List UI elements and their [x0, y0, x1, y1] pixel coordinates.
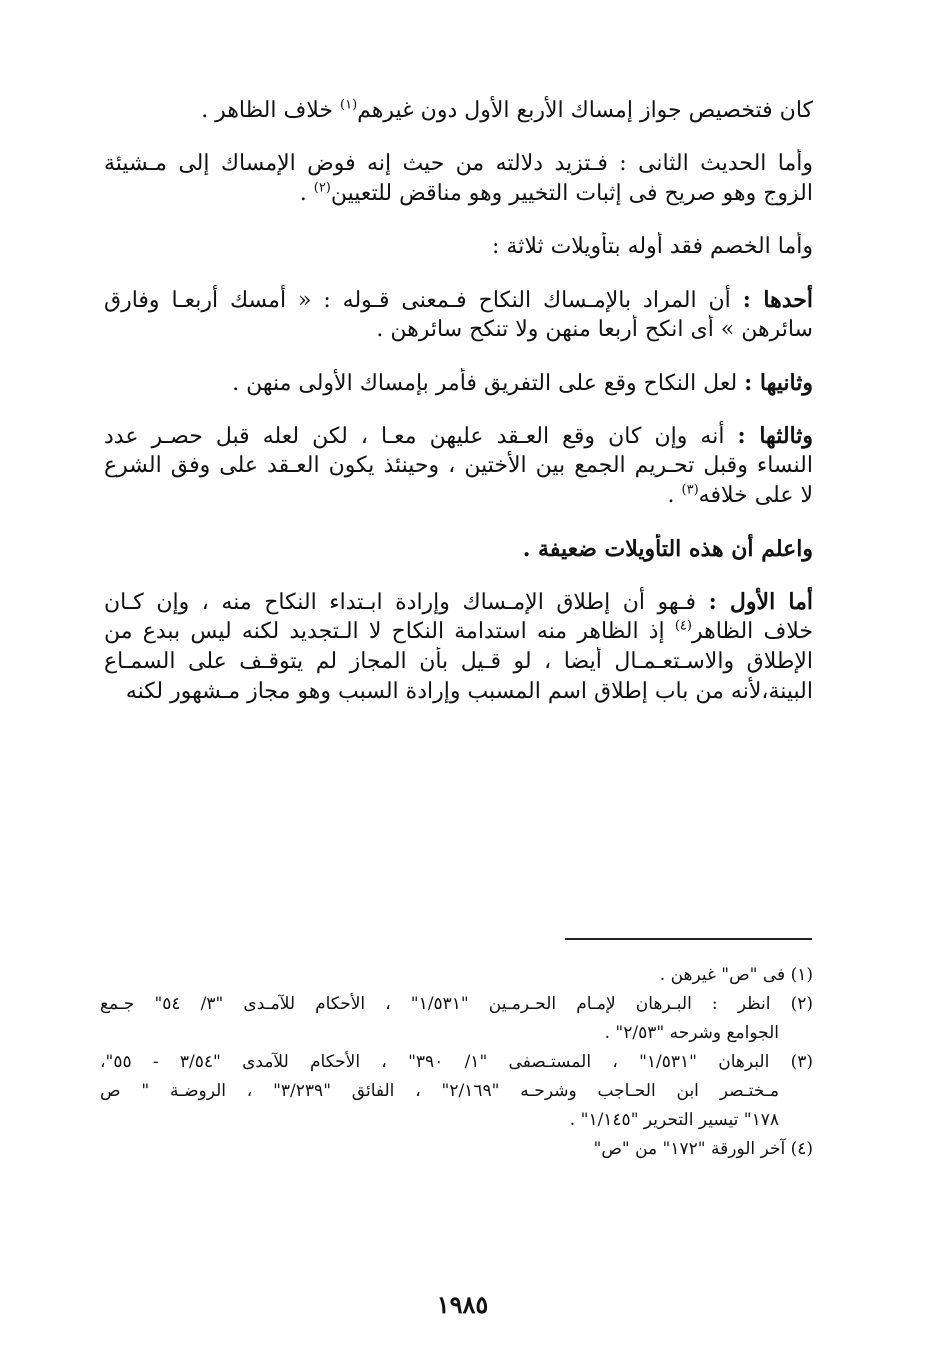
footnote-line: الجوامع وشرحه "٢/٥٣" .: [604, 1023, 779, 1043]
text-line: [104, 96, 813, 126]
text-run: أنه وإن كان وقع العـقد عليهن معـا ، لكن لعله قبل حصـر عدد: [104, 424, 738, 449]
text-line: [104, 368, 813, 398]
text-run: أن المراد بالإمـساك النكاح فـمعنى قـوله : « أمسك أربعـا وفارق: [104, 288, 743, 313]
text-line: [104, 232, 813, 262]
footnote-marker: (٤): [674, 618, 692, 634]
text-line: [104, 421, 813, 451]
footnote-marker: (٢): [313, 180, 331, 196]
page-number: ١٩٨٥: [436, 1290, 489, 1319]
footnote-line: ١٧٨" تيسير التحرير "١/١٤٥" .: [569, 1110, 779, 1130]
text-run: .: [299, 181, 314, 206]
text-line: [104, 481, 813, 511]
footnote-line: مـختـصر ابن الحـاجب وشرحـه "٢/١٦٩" ، الفائق "٣/٢٣٩" ، الروضـة " ص: [100, 1081, 779, 1101]
text-run: وأما الخصم فقد أوله بتأويلات ثلاثة :: [492, 234, 813, 259]
footnote-marker: (٣): [681, 482, 699, 498]
text-run: إذ الظاهر منه استدامة النكاح لا الـتجديد لكنه ليس ببدع من: [104, 619, 675, 644]
text-run: لعل النكاح وقع على التفريق فأمر بإمساك الأولى منهن .: [232, 371, 745, 396]
paragraph: [104, 285, 813, 345]
text-run: لا على خلافه: [698, 483, 813, 508]
text-line: [104, 587, 813, 617]
footnote-line: (٢) انظر : البـرهان لإمـام الحـرمـين "١/٥٣١" ، الأحكام للآمـدى "٣/ ٥٤" جـمع: [100, 994, 813, 1014]
footnote-marker: (١): [340, 97, 358, 113]
paragraph: [104, 587, 813, 707]
text-run: .: [667, 483, 682, 508]
text-run: الزوج وهو صريح فى إثبات التخيير وهو مناقض للتعيين: [330, 181, 813, 206]
text-line: [104, 534, 813, 564]
footnote-divider: [565, 938, 812, 940]
text-run: النساء وقبل تحـريم الجمع بين الأختين ، وحينئذ يكون العـقد على وفق الشرع: [104, 453, 813, 478]
footnote-line: (٣) البرهان "١/٥٣١" ، المستـصفى "١/ ٣٩٠" ، الأحكام للآمدى "٣/٥٤ - ٥٥"،: [100, 1052, 813, 1072]
text-line: [104, 315, 813, 345]
paragraph: [104, 368, 813, 398]
paragraph: [104, 96, 813, 126]
paragraph-lead: وثانيها :: [744, 370, 813, 396]
text-run: كان فتخصيص جواز إمساك الأربع الأول دون غيرهم: [357, 98, 813, 123]
text-line: [104, 677, 813, 707]
paragraph: [104, 421, 813, 511]
paragraph-lead: أحدها :: [742, 287, 813, 313]
paragraph-lead: أما الأول :: [708, 589, 813, 615]
text-line: [104, 451, 813, 481]
paragraph-lead: وثالثها :: [737, 423, 813, 449]
paragraph: [104, 534, 813, 564]
text-run: فـهو أن إطلاق الإمـساك وإرادة ابـتداء النكاح منه ، وإن كـان: [104, 590, 709, 615]
footnote-line: (٤) آخر الورقة "١٧٢" من "ص": [593, 1139, 813, 1159]
text-run: خلاف الظاهر .: [201, 98, 340, 123]
paragraph: [104, 149, 813, 209]
paragraph: [104, 232, 813, 262]
text-line: [104, 149, 813, 179]
footnotes: [100, 962, 813, 1165]
text-run: خلاف الظاهر: [691, 619, 813, 644]
main-text: [104, 96, 813, 730]
text-run: وأما الحديث الثانى : فـتزيد دلالته من حيث إنه فوض الإمساك إلى مـشيئة: [104, 151, 813, 176]
text-line: [104, 285, 813, 315]
text-line: [104, 617, 813, 647]
footnote-line: (١) فى "ص" غيرهن .: [659, 965, 813, 985]
text-run: الإطلاق والاسـتعـمـال أيضا ، لو قـيل بأن المجاز لم يتوقـف على السمـاع: [104, 649, 813, 674]
text-run: سائرهن » أى انكح أربعا منهن ولا تنكح سائرهن .: [376, 317, 813, 342]
text-run: واعلم أن هذه التأويلات ضعيفة .: [522, 536, 813, 562]
text-line: [104, 179, 813, 209]
text-line: [104, 647, 813, 677]
text-run: البينة،لأنه من باب إطلاق اسم المسبب وإرادة السبب وهو مجاز مـشهور لكنه: [125, 679, 813, 704]
